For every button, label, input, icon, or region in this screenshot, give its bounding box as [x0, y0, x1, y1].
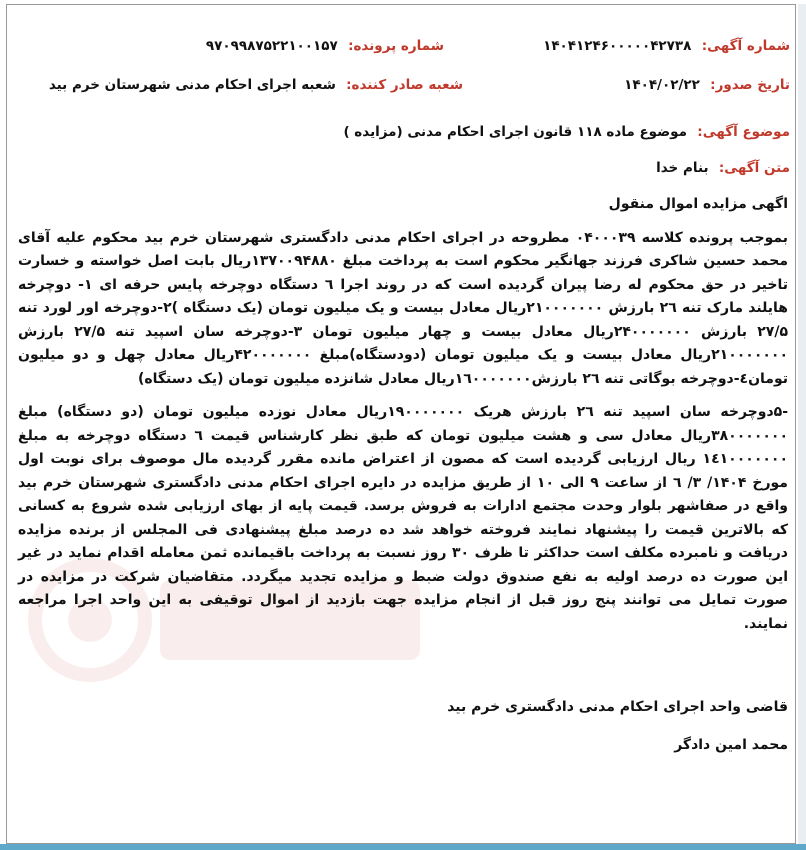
issuer: شعبه اجرای احکام مدنی شهرستان خرم بید: [48, 77, 336, 93]
subject-label: موضوع آگهی:: [697, 124, 790, 140]
notice-text-label: متن آگهی:: [718, 160, 790, 176]
status-bar: [0, 844, 806, 850]
paragraph-1: بموجب پرونده کلاسه ۰۴۰۰۰۳۹ مطروحه در اجرای احکام مدنی دادگستری شهرستان خرم بید محکوم علیه آقای محمد حسین شاکری فرزند جهانگیر محکوم است به پرداخت مبلغ ۱۳۷۰۰۹۴۸۸۰ریال بابت اصل خواسته و خسارت تاخیر در حق محکوم له رضا پیران گردیده است که در روند اجرا ٦ دستگاه دوچرخه پایس حرفه ای ۱- دوچرخه هایلند مارک تنه ۲٦ بارزش ۲۱۰۰۰۰۰۰۰ریال معادل بیست و یک میلیون تومان (یک دستگاه )۲-دوچرخه اور لورد تنه ۲۷/۵ بارزش ۲۴۰۰۰۰۰۰۰ریال معادل بیست و چهار میلیون تومان ۳-دوچرخه سان اسپید تنه ۲۷/۵ بارزش ۲۱۰۰۰۰۰۰۰ریال معادل بیست و یک میلیون تومان (دودستگاه)مبلغ ۴۲۰۰۰۰۰۰۰ریال معادل چهل و دو میلیون تومان٤-دوچرخه بوگاتی تنه ۲٦ بارزش۱٦۰۰۰۰۰۰۰ریال معادل شانزده میلیون تومان (یک دستگاه): [18, 229, 789, 387]
issue-date-label: تاریخ صدور:: [710, 77, 790, 93]
signature-name: محمد امین دادگر: [674, 737, 788, 753]
notice-number: ۱۴۰۴۱۲۴۶۰۰۰۰۰۴۲۷۳۸: [543, 38, 692, 54]
issuer-row: [49, 77, 463, 93]
notice-text-intro: بنام خدا: [656, 160, 709, 176]
issuer-label: شعبه صادر کننده:: [346, 77, 463, 93]
case-number-row: [206, 38, 444, 54]
notice-title: اگهی مزایده اموال منقول: [608, 196, 788, 212]
issue-date: ۱۴۰۴/۰۲/۲۲: [624, 77, 700, 93]
scrollbar[interactable]: [798, 4, 806, 844]
issue-date-row: [624, 77, 790, 93]
paragraph-2: -۵دوچرخه سان اسپید تنه ۲٦ بارزش هریک ۱۹۰۰۰۰۰۰۰ریال معادل نوزده میلیون تومان (دو دستگاه) مبلغ ۳۸۰۰۰۰۰۰۰ریال معادل سی و هشت میلیون تومان که طبق نظر کارشناس قیمت ٦ دستگاه دوچرخه به مبلغ ۱٤۱۰۰۰۰۰۰۰ ریال ارزیابی گردیده است که مصون از اعتراض مانده مقرر گردیده مال موصوف برای نوبت اول مورخ ۱۴۰۴/ ۳/ ٦ از ساعت ۹ الی ۱۰ از طریق مزایده در دایره اجرای احکام مدنی دادگستری شهرستان خرم بید واقع در صفاشهر بلوار وحدت مجتمع ادارات به فروش برسد. قیمت پایه از بهای ارزیابی شده شروع به کسانی که بالاترین قیمت را پیشنهاد نمایند فروخته خواهد شد ده درصد مبلغ پیشنهادی فی المجلس از برنده مزایده دریافت و نامبرده مکلف است حداکثر تا ظرف ۳۰ روز نسبت به پرداخت باقیمانده ثمن معامله اقدام نماید در غیر این صورت ده درصد اولیه به نفع صندوق دولت ضبط و مزایده تجدید میگردد. متقاضیان شرکت در مزایده در صورت تمایل می توانند پنج روز قبل از انجام مزایده جهت بازدید از اموال توقیفی به این واحد اجرا مراجعه نمایند.: [18, 404, 788, 632]
subject-row: [343, 124, 790, 140]
case-number: ۹۷۰۹۹۸۷۵۲۲۱۰۰۱۵۷: [205, 38, 338, 54]
notice-body: [18, 193, 788, 636]
notice-number-label: شماره آگهی:: [701, 38, 790, 54]
signature-title: قاضی واحد اجرای احکام مدنی دادگستری خرم بید: [447, 699, 788, 715]
notice-text-row: [656, 160, 790, 176]
subject: موضوع ماده ۱۱۸ قانون اجرای احکام مدنی (مزایده ): [343, 124, 687, 140]
case-number-label: شماره پرونده:: [348, 38, 444, 54]
notice-number-row: [543, 38, 790, 54]
